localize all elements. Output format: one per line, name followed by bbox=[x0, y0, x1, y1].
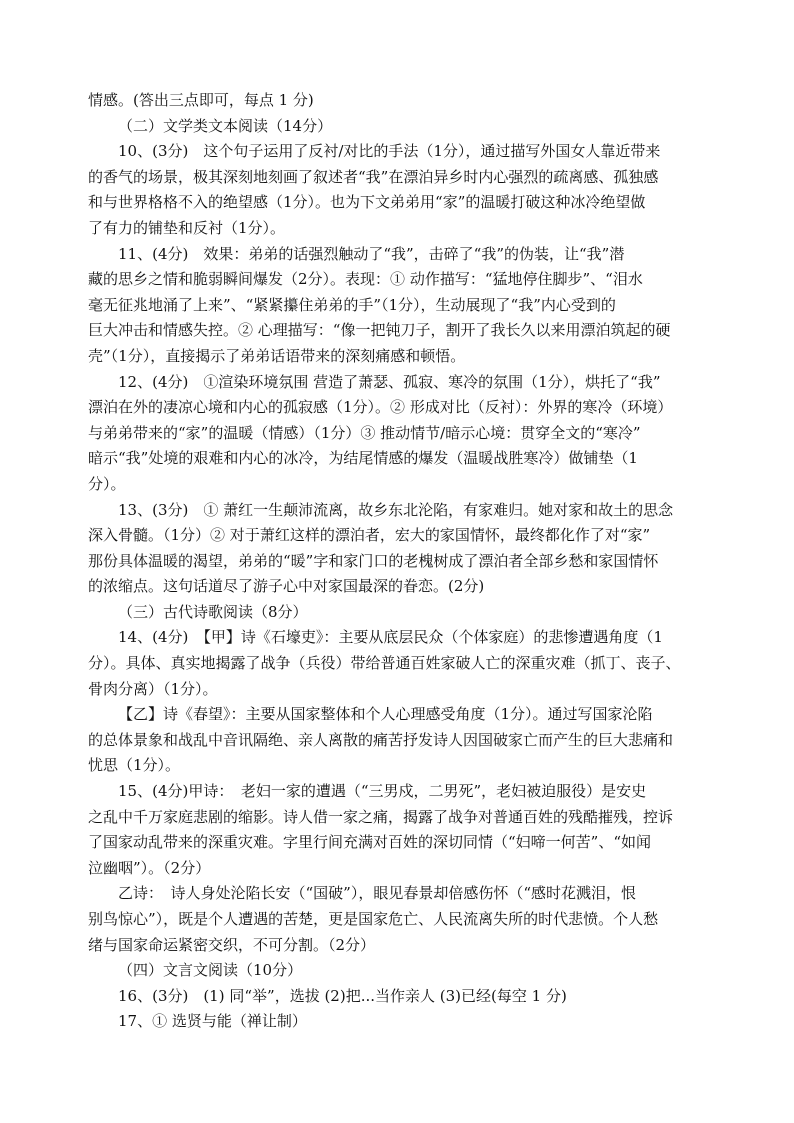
text-line: 毫无征兆地涌了上来”、“紧紧攥住弟弟的手”（1分），生动展现了“我”内心受到的 bbox=[88, 295, 616, 314]
text-line: 与弟弟带来的“家”的温暖（情感）（1分）③ 推动情节/暗示心境：贯穿全文的“寒冷” bbox=[88, 423, 641, 442]
text-line: 泣幽咽”）。（2分） bbox=[88, 858, 211, 877]
answer-item: 14、(4分) 【甲】诗《石壕吏》：主要从底层民众（个体家庭）的悲惨遭遇角度（1 bbox=[118, 628, 663, 647]
answer-item: 乙诗： 诗人身处沦陷长安（“国破”），眼见春景却倍感伤怀（“感时花溅泪，恨 bbox=[118, 884, 637, 903]
answer-item: 17、① 选贤与能（禅让制） bbox=[118, 1012, 307, 1031]
text-line: 的香气的场景，极其深刻地刻画了叙述者“我”在漂泊异乡时内心强烈的疏离感、孤独感 bbox=[88, 167, 659, 186]
text-line: 了国家动乱带来的深重灾难。字里行间充满对百姓的深切同情（“妇啼一何苦”、“如闻 bbox=[88, 833, 652, 852]
section-heading: （二）文学类文本阅读（14分） bbox=[118, 116, 333, 135]
text-line: 别鸟惊心”），既是个人遭遇的苦楚，更是国家危亡、人民流离失所的时代悲愤。个人愁 bbox=[88, 910, 659, 928]
text-line: 骨肉分离）（1分）。 bbox=[88, 679, 218, 698]
answer-item: 12、(4分) ①渲染环境氛围 营造了萧瑟、孤寂、寒冷的氛围（1分），烘托了“我” bbox=[118, 372, 661, 391]
text-line: 之乱中千万家庭悲剧的缩影。诗人借一家之痛，揭露了战争对普通百姓的残酷摧残，控诉 bbox=[88, 807, 674, 826]
answer-key-body bbox=[88, 88, 720, 1035]
answer-item: 10、(3分) 这个句子运用了反衬/对比的手法（1分），通过描写外国女人靠近带来 bbox=[118, 142, 661, 161]
text-line: 和与世界格格不入的绝望感（1分）。也为下文弟弟用“家”的温暖打破这种冰冷绝望做 bbox=[88, 193, 646, 212]
text-line: 的浓缩点。这句话道尽了游子心中对家国最深的眷恋。(2分) bbox=[88, 577, 485, 596]
answer-item: 15、(4分)甲诗： 老妇一家的遭遇（“三男戍，二男死”，老妇被迫服役）是安史 bbox=[118, 782, 647, 801]
answer-item: 16、(3分) (1) 同“举”，选拔 (2)把...当作亲人 (3)已经(每空 1 分) bbox=[118, 986, 567, 1005]
section-heading: （四）文言文阅读（10分） bbox=[118, 961, 303, 980]
text-line: 分）。具体、真实地揭露了战争（兵役）带给普通百姓家破人亡的深重灾难（抓丁、丧子、 bbox=[88, 654, 681, 673]
text-line: 分）。 bbox=[88, 474, 126, 493]
text-line: 忧思（1分）。 bbox=[88, 756, 181, 775]
text-line: 暗示“我”处境的艰难和内心的冰冷，为结尾情感的爆发（温暖战胜寒冷）做铺垫（1 bbox=[88, 449, 638, 468]
answer-item: 13、(3分) ① 萧红一生颠沛流离，故乡东北沦陷，有家难归。她对家和故土的思念 bbox=[118, 500, 674, 519]
text-line: 绪与国家命运紧密交织，不可分割。（2分） bbox=[88, 935, 376, 954]
text-line: 藏的思乡之情和脆弱瞬间爆发（2分）。表现：① 动作描写：“猛地停住脚步”、“泪水 bbox=[88, 270, 643, 289]
text-line: 壳”（1分），直接揭示了弟弟话语带来的深刻痛感和顿悟。 bbox=[88, 346, 466, 365]
answer-item: 【乙】诗《春望》：主要从国家整体和个人心理感受角度（1分）。通过写国家沦陷 bbox=[118, 705, 653, 724]
text-line: 深入骨髓。（1分）② 对于萧红这样的漂泊者，宏大的家国情怀，最终都化作了对“家” bbox=[88, 526, 651, 545]
text-line: 那份具体温暖的渴望，弟弟的“暖”字和家门口的老槐树成了漂泊者全部乡愁和家国情怀 bbox=[88, 551, 659, 570]
answer-item: 11、(4分) 效果：弟弟的话强烈触动了“我”，击碎了“我”的伪装，让“我”潜 bbox=[118, 244, 625, 263]
text-line: 漂泊在外的凄凉心境和内心的孤寂感（1分）。② 形成对比（反衬）：外界的寒冷（环境） bbox=[88, 398, 673, 417]
text-line: 了有力的铺垫和反衬（1分）。 bbox=[88, 218, 286, 237]
text-line: 情感。(答出三点即可，每点 1 分) bbox=[88, 91, 314, 109]
text-line: 巨大冲击和情感失控。② 心理描写：“像一把钝刀子，割开了我长久以来用漂泊筑起的硬 bbox=[88, 321, 671, 340]
text-line: 的总体景象和战乱中音讯隔绝、亲人离散的痛苦抒发诗人因国破家亡而产生的巨大悲痛和 bbox=[88, 730, 674, 749]
section-heading: （三）古代诗歌阅读（8分） bbox=[118, 602, 308, 621]
